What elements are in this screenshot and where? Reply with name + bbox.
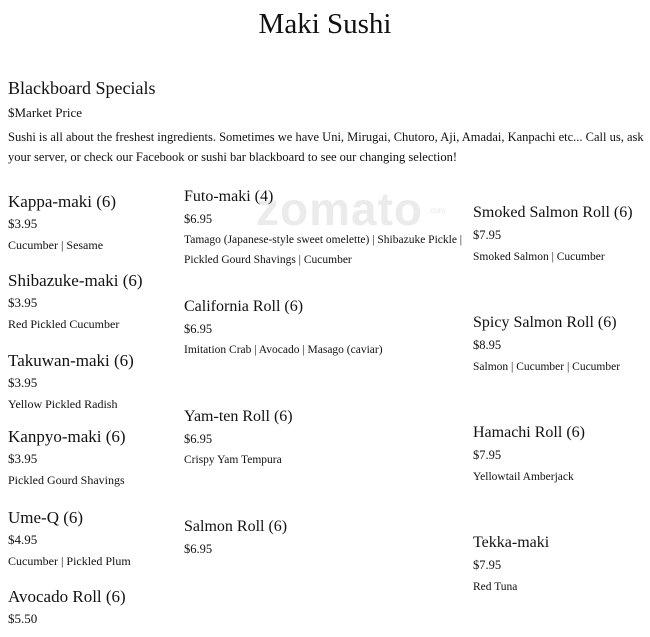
menu-item-futo-maki — [184, 187, 464, 270]
menu-item-california-roll — [184, 297, 464, 360]
item-description: Yellowtail Amberjack — [473, 471, 574, 483]
item-description: Tamago (Japanese-style sweet omelette) | Shibazuke Pickle | Pickled Gourd Shavings | Cucumber — [184, 234, 463, 266]
item-name: Kanpyo-maki (6) — [8, 427, 126, 446]
item-price: $6.95 — [184, 212, 213, 226]
menu-item-salmon-roll — [184, 517, 464, 557]
item-price: $3.95 — [8, 451, 38, 466]
menu-item-kanpyo-maki — [8, 426, 178, 488]
item-description: Imitation Crab | Avocado | Masago (caviar) — [184, 344, 383, 356]
item-description: Red Tuna — [473, 581, 518, 593]
zomato-watermark-mark: .com — [428, 206, 446, 215]
item-name: Kappa-maki (6) — [8, 192, 117, 211]
menu-item-smoked-salmon-roll — [473, 203, 648, 265]
item-description: Red Pickled Cucumber — [8, 317, 120, 331]
item-description: Crispy Yam Tempura — [184, 454, 282, 466]
page-title: Maki Sushi — [258, 8, 392, 40]
item-price: $3.95 — [8, 375, 38, 390]
item-name: Futo-maki (4) — [184, 188, 274, 205]
item-price: $7.95 — [473, 228, 502, 242]
item-price: $6.95 — [184, 432, 213, 446]
specials-heading: Blackboard Specials — [8, 78, 156, 98]
menu-item-tekka-maki — [473, 533, 648, 595]
item-price: $7.95 — [473, 558, 502, 572]
menu-item-hamachi-roll — [473, 423, 648, 485]
item-name: Salmon Roll (6) — [184, 518, 288, 535]
item-name: Takuwan-maki (6) — [8, 351, 134, 370]
item-price: $6.95 — [184, 322, 213, 336]
item-name: Hamachi Roll (6) — [473, 424, 585, 441]
menu-item-takuwan-maki — [8, 350, 178, 412]
specials-price: $Market Price — [8, 105, 83, 120]
menu-item-spicy-salmon-roll — [473, 313, 648, 375]
specials-description: Sushi is all about the freshest ingredients. Sometimes we have Uni, Mirugai, Chutoro, Aji, Amadai, Kanpachi etc... Call us, ask your server, or check our Facebook or sushi bar blackboard to see our changing selection! — [8, 130, 644, 164]
menu-item-shibazuke-maki — [8, 270, 178, 332]
menu-item-ume-q — [8, 507, 178, 569]
item-name: Smoked Salmon Roll (6) — [473, 204, 633, 221]
item-description: Cucumber | Pickled Plum — [8, 554, 131, 568]
item-price: $5.50 — [8, 611, 38, 626]
item-price: $4.95 — [8, 532, 38, 547]
item-price: $7.95 — [473, 448, 502, 462]
item-description: Cucumber | Sesame — [8, 238, 104, 252]
menu-item-kappa-maki — [8, 191, 178, 253]
item-price: $3.95 — [8, 295, 38, 310]
item-description: Yellow Pickled Radish — [8, 397, 118, 411]
item-price: $3.95 — [8, 216, 38, 231]
item-price: $8.95 — [473, 338, 502, 352]
item-description: Salmon | Cucumber | Cucumber — [473, 361, 621, 373]
item-description: Pickled Gourd Shavings — [8, 473, 125, 487]
item-price: $6.95 — [184, 542, 213, 556]
item-name: Tekka-maki — [473, 534, 550, 551]
menu-item-yam-ten-roll — [184, 407, 464, 470]
item-name: Yam-ten Roll (6) — [184, 408, 293, 425]
item-name: Shibazuke-maki (6) — [8, 271, 143, 290]
item-name: Spicy Salmon Roll (6) — [473, 314, 617, 331]
item-name: Ume-Q (6) — [8, 508, 84, 527]
item-description: Smoked Salmon | Cucumber — [473, 251, 605, 263]
menu-item-avocado-roll — [8, 586, 178, 627]
zomato-watermark: zomato — [256, 183, 423, 235]
item-name: California Roll (6) — [184, 298, 304, 315]
item-name: Avocado Roll (6) — [8, 587, 126, 606]
